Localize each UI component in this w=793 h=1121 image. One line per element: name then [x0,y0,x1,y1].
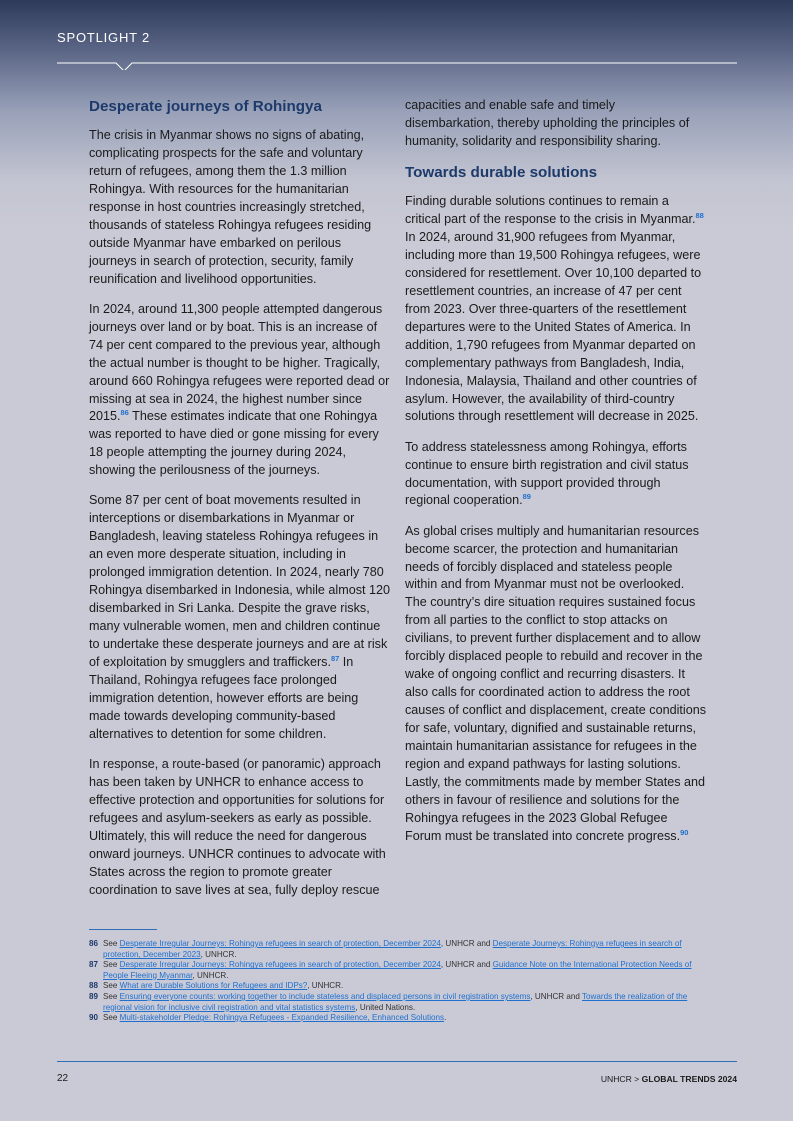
footnote-see: See [103,991,120,1001]
footnote-link[interactable]: Desperate Irregular Journeys: Rohingya refugees in search of protection, December 2024 [119,960,441,970]
footnotes [89,939,709,1024]
paragraph: capacities and enable safe and timely disembarkation, thereby upholding the principles of humanity, solidarity and responsibility sharing. [405,98,690,148]
footnote-text: , UNHCR. [307,981,344,991]
footnote [89,992,709,1013]
publisher: UNHCR [600,1074,632,1084]
footnote-ref[interactable]: 86 [120,408,129,418]
paragraph [89,492,391,743]
footnote-text: , UNHCR. [200,949,237,959]
footnote-text: . [444,1013,447,1023]
footnote-link[interactable]: Multi-stakeholder Pledge: Rohingya Refugees - Expanded Resilience, Enhanced Solutions [119,1013,445,1023]
footnote-ref[interactable]: 89 [522,492,531,502]
footnote-see: See [103,1013,120,1023]
footnote [89,981,709,992]
paragraph-text: Finding durable solutions continues to remain a critical part of the response to the crisis in Myanmar. [405,194,696,226]
paragraph [405,439,707,511]
footnote-ref[interactable]: 88 [695,210,704,220]
footnote-link[interactable]: Towards the realization of the regional vision for inclusive civil registration and vital statistics systems [103,991,688,1012]
left-column [89,97,391,912]
page-number: 22 [57,1073,69,1084]
footnote-number: 89 [89,991,99,1001]
header-rule [57,58,737,70]
breadcrumb-separator: > [631,1074,642,1084]
paragraph-text: In 2024, around 11,300 people attempted dangerous journeys over land or by boat. This is an increase of 74 per cent compared to the previous year, although the actual number is thought to be higher. Tragically, around 660 Rohingya refugees were reported dead or missing at sea in 2024, the highest number since 2015. [89,301,390,424]
footnote-text: , United Nations. [355,1002,416,1012]
footnote-see: See [103,939,120,948]
footnote-number: 90 [89,1013,99,1023]
footnote-text: , UNHCR. [192,970,229,980]
report-title: GLOBAL TRENDS 2024 [641,1074,737,1084]
footnote-number: 88 [89,981,99,991]
paragraph: In response, a route-based (or panoramic) approach has been taken by UNHCR to enhance access to effective protection and opportunities for solutions for refugees and asylum-seekers as early as possible. Ultimately, this will reduce the need for dangerous onward journeys. UNHCR continues to advocate with States across the region to promote greater coordination to save lives at sea, fully deploy rescue [89,757,386,897]
footnote [89,939,709,960]
paragraph-text: Some 87 per cent of boat movements resulted in interceptions or disembarkations in Myanmar or Bangladesh, leaving stateless Rohingya refugees in an even more desperate situation, including in prolonged immigration detention. In 2024, nearly 780 Rohingya disembarked in Indonesia, while almost 120 disembarked in Sri Lanka. Despite the grave risks, many vulnerable women, men and children continue to undertake these desperate journeys and are at risk of exploitation by smugglers and traffickers. [89,493,391,670]
footnote-link[interactable]: Desperate Irregular Journeys: Rohingya refugees in search of protection, December 2024 [119,939,441,948]
paragraph [89,301,391,481]
paragraph [405,193,707,426]
footnote-link[interactable]: Ensuring everyone counts: working together to include stateless and displaced persons in civil registration systems [119,991,531,1001]
footnote [89,1013,709,1024]
paragraph-text: As global crises multiply and humanitarian resources become scarcer, the protection and humanitarian needs of forcibly displaced and stateless people within and from Myanmar must not be overlooked. The country’s dire situation requires sustained focus from all parties to the conflict to stop attacks on civilians, to prevent further displacement and to allow forcibly displaced people to rebuild and recover in the wake of ongoing conflict and recurring disasters. It also calls for coordinated action to address the root causes of conflict and displacement, create conditions for safe, voluntary, dignified and sustainable returns, maintain humanitarian assistance for refugees in the region and expand pathways for lasting solutions. Lastly, the commitments made by member States and others in favour of resilience and solutions for the Rohingya refugees in the 2023 Global Refugee Forum must be translated into concrete progress. [405,523,707,843]
heading-durable-solutions: Towards durable solutions [405,164,598,182]
publication-title [601,1074,737,1084]
footnote-ref[interactable]: 87 [330,653,340,663]
footnote-number: 86 [89,939,99,948]
paragraph [405,523,707,846]
footnote-link[interactable]: What are Durable Solutions for Refugees and IDPs? [119,981,308,991]
paragraph-text: In Thailand, Rohingya refugees face prolonged immigration detention, however efforts are being made towards developing community-based alternatives to detention for some children. [89,655,359,741]
paragraph-text: These estimates indicate that one Rohingya was reported to have died or gone missing for every 18 people attempting the journey during 2024, showing the perilousness of the journeys. [89,409,379,478]
footnote-link[interactable]: Guidance Note on the International Protection Needs of People Fleeing Myanmar [103,960,692,980]
footer-rule [57,1061,737,1062]
paragraph-text: To address statelessness among Rohingya, efforts continue to ensure birth registration and civil status documentation, with support provided through regional cooperation. [405,439,689,508]
footnote-ref[interactable]: 90 [680,827,689,837]
paragraph: The crisis in Myanmar shows no signs of abating, complicating prospects for the safe and voluntary return of refugees, among them the 1.3 million Rohingya. With resources for the humanitarian response in host countries increasingly stretched, thousands of stateless Rohingya refugees residing outside Myanmar have embarked on perilous journeys in search of protection, security, family reunification and livelihood opportunities. [89,128,372,286]
footnote-text: , UNHCR and [440,960,493,970]
footnote-see: See [103,960,120,970]
footnote [89,960,709,981]
footnote-text: , UNHCR and [530,991,582,1001]
right-column [405,97,707,858]
paragraph-text: In 2024, around 31,900 refugees from Myanmar, including more than 19,500 Rohingya refugees, were considered for resettlement. Over 10,100 departed to resettlement countries, an increase of 47 per cent from 2023. Over three-quarters of the resettlement departures were to the United States of America. In addition, 1,790 refugees from Myanmar departed on complementary pathways from Bangladesh, India, Indonesia, Malaysia, Thailand and other countries of asylum. However, the availability of third-country solutions through resettlement will decrease in 2025. [405,229,702,424]
footnote-link[interactable]: Desperate Journeys: Rohingya refugees in search of protection, December 2023 [103,939,682,959]
section-label: SPOTLIGHT 2 [57,30,151,45]
footnote-divider [89,929,157,930]
footnote-number: 87 [89,960,99,970]
heading-desperate-journeys: Desperate journeys of Rohingya [89,98,322,115]
footnote-text: , UNHCR and [440,939,493,948]
footnote-see: See [103,981,120,991]
